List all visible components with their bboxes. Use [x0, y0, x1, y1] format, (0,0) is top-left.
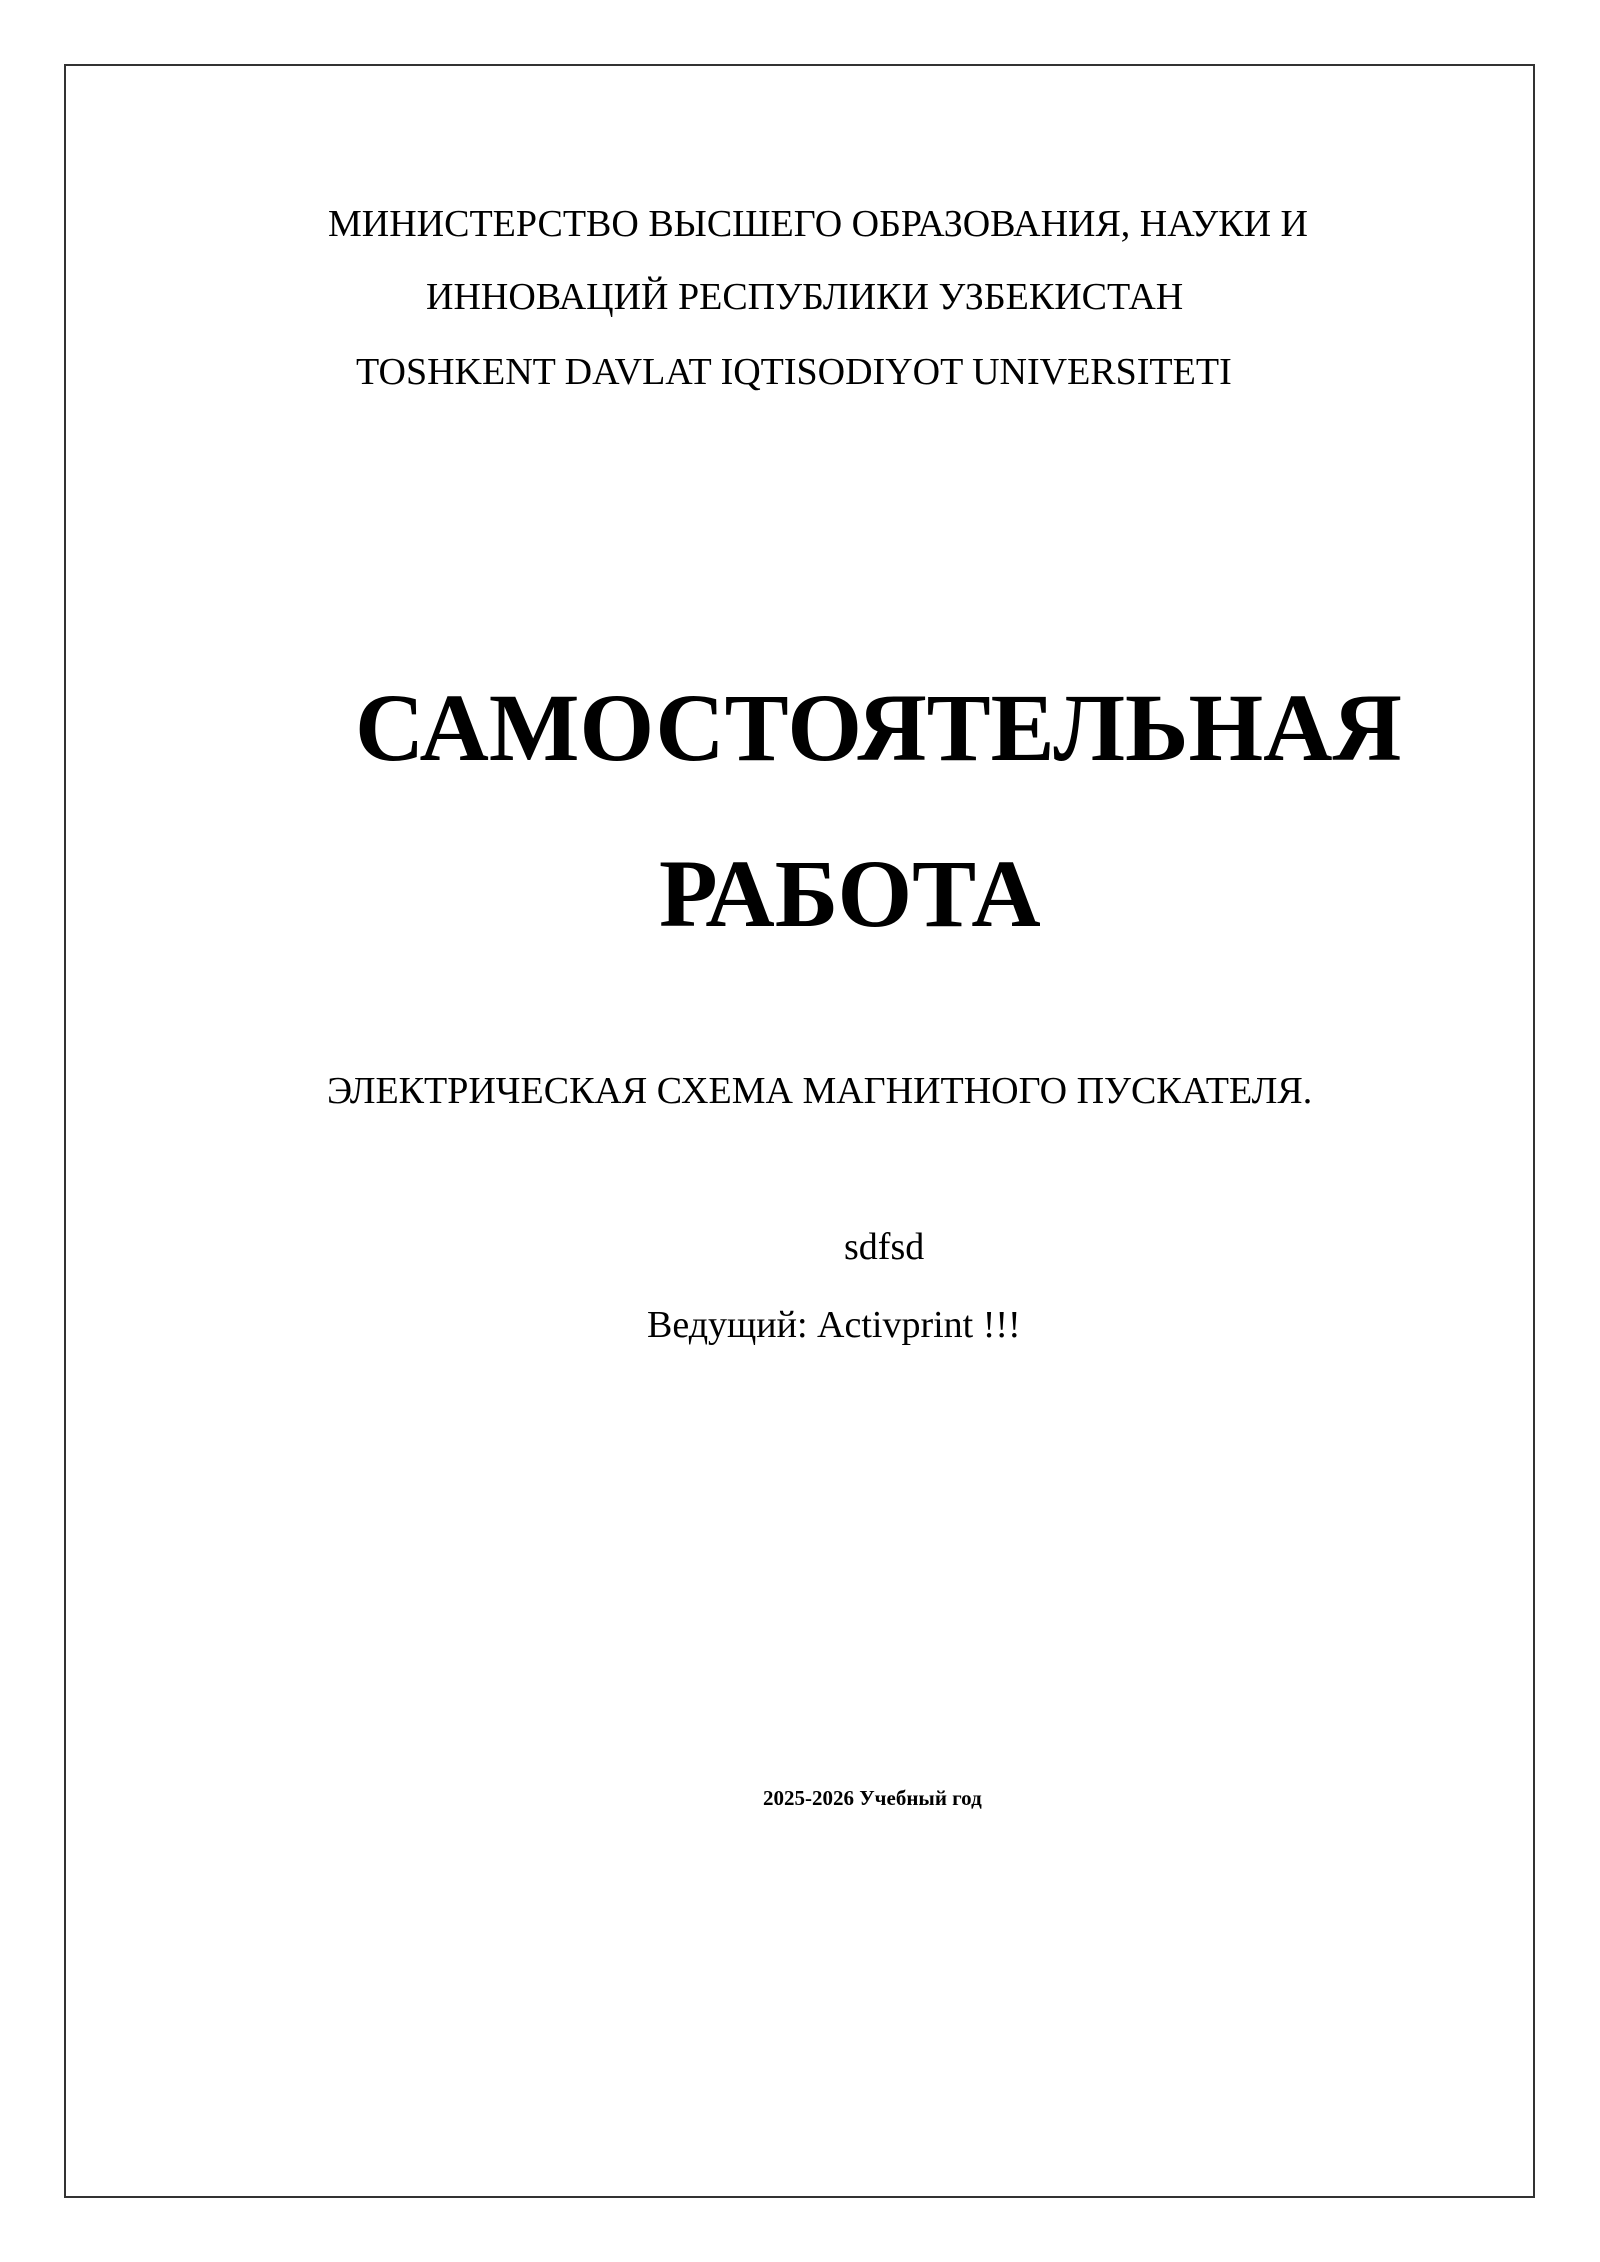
- document-title-line-1: САМОСТОЯТЕЛЬНАЯ: [355, 674, 1402, 781]
- ministry-line-1: МИНИСТЕРСТВО ВЫСШЕГО ОБРАЗОВАНИЯ, НАУКИ И: [328, 203, 1308, 245]
- document-subtitle: ЭЛЕКТРИЧЕСКАЯ СХЕМА МАГНИТНОГО ПУСКАТЕЛЯ.: [327, 1070, 1313, 1112]
- ministry-line-2: ИННОВАЦИЙ РЕСПУБЛИКИ УЗБЕКИСТАН: [426, 276, 1184, 318]
- document-title-line-2: РАБОТА: [659, 840, 1041, 947]
- academic-year: 2025-2026 Учебный год: [763, 1786, 982, 1810]
- author-name: sdfsd: [844, 1226, 925, 1268]
- supervisor-line: Ведущий: Activprint !!!: [647, 1304, 1021, 1346]
- university-name: TOSHKENT DAVLAT IQTISODIYOT UNIVERSITETI: [356, 351, 1232, 393]
